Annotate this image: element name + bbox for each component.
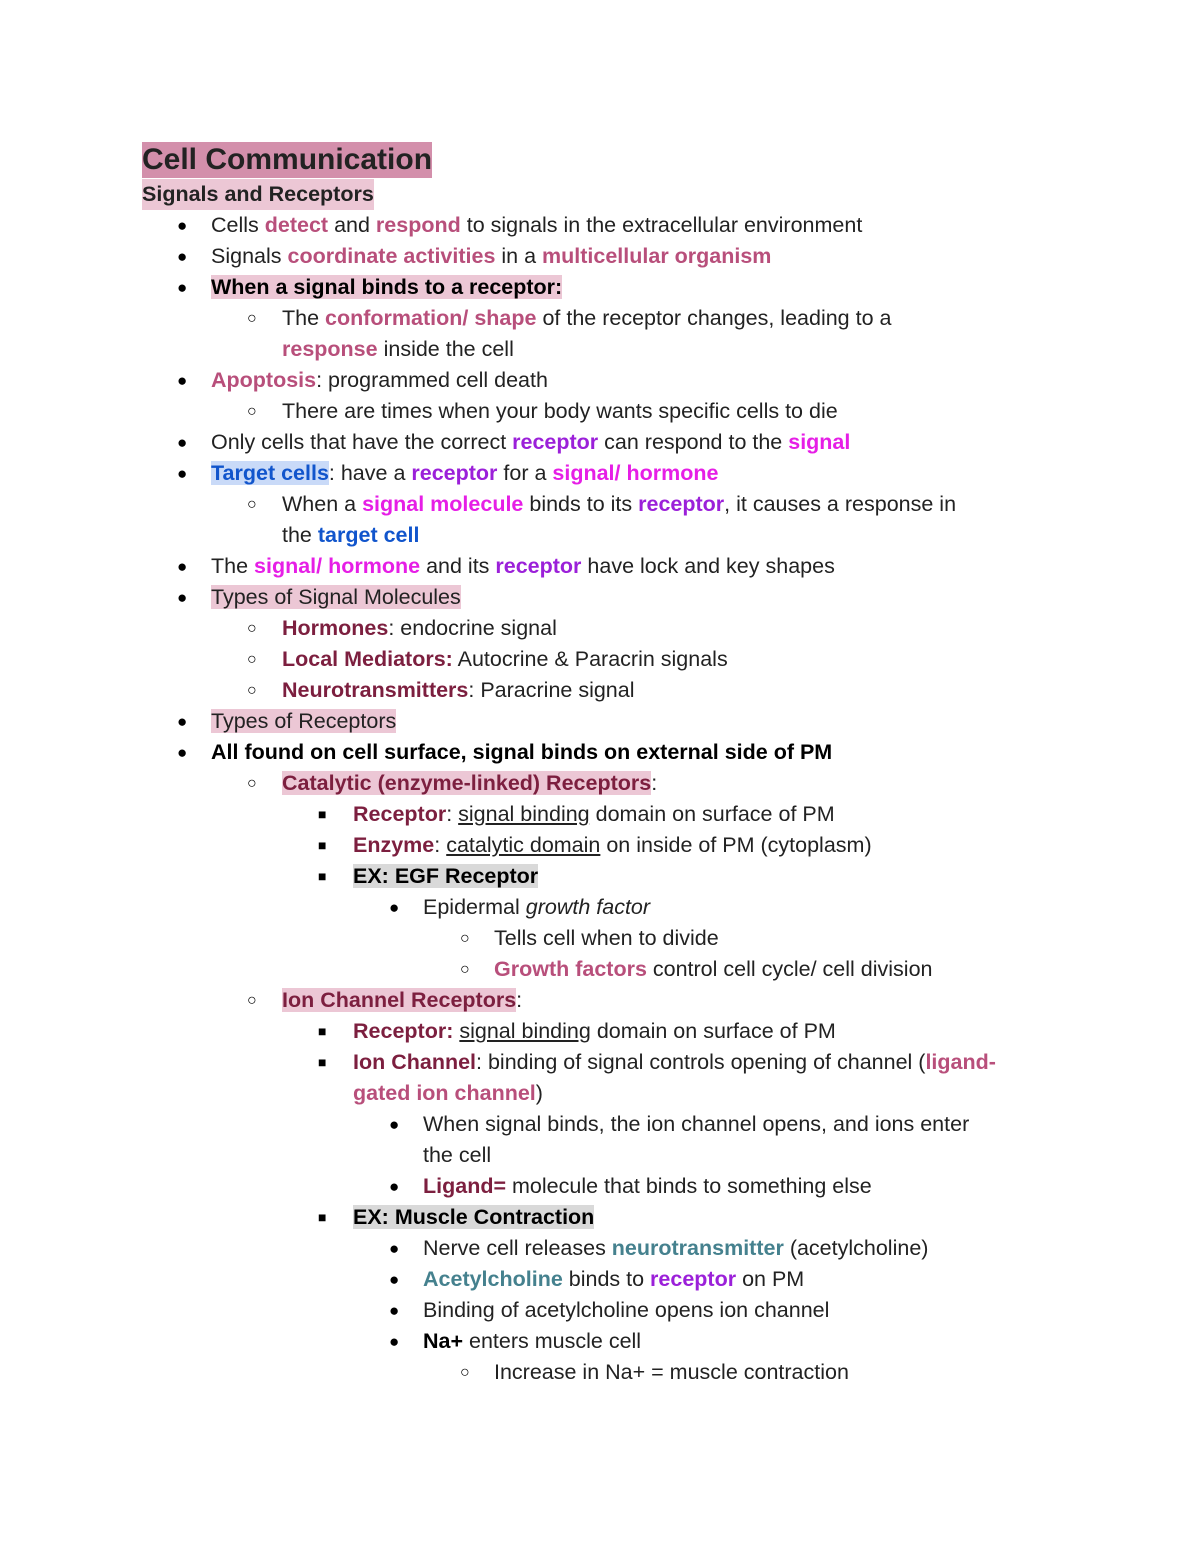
bullet-disc-icon: ● bbox=[177, 464, 188, 483]
bullet-disc-icon: ● bbox=[389, 1115, 400, 1134]
plain-text: Epidermal bbox=[423, 895, 526, 919]
list-item bbox=[0, 210, 1200, 241]
list-item bbox=[0, 427, 1200, 458]
plain-text: There are times when your body wants specific cells to die bbox=[282, 399, 838, 423]
bullet-disc-icon: ● bbox=[389, 898, 400, 917]
list-item-text bbox=[282, 985, 522, 1016]
list-item-text bbox=[423, 1326, 641, 1357]
plain-text: : binding of signal controls opening of channel ( bbox=[476, 1050, 926, 1074]
plain-text: binds to bbox=[562, 1267, 651, 1291]
emphasis-text: receptor bbox=[650, 1267, 737, 1291]
emphasis-text: Ion Channel bbox=[353, 1050, 477, 1074]
bullet-square-icon: ■ bbox=[318, 868, 327, 884]
list-item-text bbox=[423, 1171, 872, 1202]
list-item bbox=[0, 861, 1200, 892]
list-item-text bbox=[211, 210, 862, 241]
bullet-square-icon: ■ bbox=[318, 1209, 327, 1225]
bullet-square-icon: ■ bbox=[318, 806, 327, 822]
emphasis-text: signal/ hormone bbox=[552, 461, 719, 485]
list-item bbox=[0, 954, 1200, 985]
list-item-text bbox=[423, 1140, 491, 1171]
plain-text: : have a bbox=[328, 461, 412, 485]
list-item-text bbox=[494, 1357, 849, 1388]
emphasis-text: EX: EGF Receptor bbox=[353, 864, 539, 888]
plain-text: Only cells that have the correct bbox=[211, 430, 513, 454]
bullet-circle-icon: ○ bbox=[247, 310, 257, 327]
plain-text: : Paracrine signal bbox=[468, 678, 635, 702]
emphasis-text: Local Mediators: bbox=[282, 647, 453, 671]
list-item-text bbox=[494, 923, 719, 954]
bullet-disc-icon: ● bbox=[177, 216, 188, 235]
emphasis-text: signal binding bbox=[459, 1019, 591, 1043]
list-item-text bbox=[282, 303, 891, 334]
list-item bbox=[0, 272, 1200, 303]
plain-text: : bbox=[434, 833, 447, 857]
bullet-disc-icon: ● bbox=[389, 1177, 400, 1196]
emphasis-text: catalytic domain bbox=[446, 833, 601, 857]
emphasis-text: detect bbox=[264, 213, 329, 237]
list-item bbox=[0, 1078, 1200, 1109]
plain-text: domain on surface of PM bbox=[589, 802, 835, 826]
list-item bbox=[0, 830, 1200, 861]
bullet-square-icon: ■ bbox=[318, 1023, 327, 1039]
list-item bbox=[0, 644, 1200, 675]
emphasis-text: Receptor bbox=[353, 802, 447, 826]
bullet-disc-icon: ● bbox=[177, 557, 188, 576]
emphasis-text: neurotransmitter bbox=[611, 1236, 784, 1260]
bullet-circle-icon: ○ bbox=[247, 682, 257, 699]
list-item-text bbox=[353, 861, 538, 892]
list-item-text bbox=[282, 520, 419, 551]
bullet-disc-icon: ● bbox=[177, 712, 188, 731]
list-item bbox=[0, 675, 1200, 706]
list-item-text bbox=[211, 582, 461, 613]
emphasis-text: multicellular organism bbox=[542, 244, 772, 268]
emphasis-text: Growth factors bbox=[494, 957, 647, 981]
bullet-disc-icon: ● bbox=[177, 247, 188, 266]
plain-text: : programmed cell death bbox=[316, 368, 548, 392]
plain-text: When signal binds, the ion channel opens, and ions enter bbox=[423, 1112, 970, 1136]
list-item bbox=[0, 303, 1200, 334]
bullet-circle-icon: ○ bbox=[247, 620, 257, 637]
list-item bbox=[0, 1202, 1200, 1233]
list-item bbox=[0, 1264, 1200, 1295]
emphasis-text: Na+ bbox=[423, 1329, 464, 1353]
list-item-text bbox=[282, 396, 838, 427]
emphasis-text: receptor bbox=[411, 461, 498, 485]
bullet-disc-icon: ● bbox=[177, 588, 188, 607]
list-item bbox=[0, 489, 1200, 520]
list-item bbox=[0, 334, 1200, 365]
list-item-text bbox=[282, 675, 635, 706]
bullet-circle-icon: ○ bbox=[460, 1364, 470, 1381]
list-item bbox=[0, 706, 1200, 737]
emphasis-text: EX: Muscle Contraction bbox=[353, 1205, 595, 1229]
emphasis-text: ligand- bbox=[925, 1050, 996, 1074]
list-item bbox=[0, 458, 1200, 489]
emphasis-text: Ligand= bbox=[423, 1174, 507, 1198]
list-item bbox=[0, 768, 1200, 799]
emphasis-text: Apoptosis bbox=[211, 368, 317, 392]
plain-text: , it causes a response in bbox=[724, 492, 957, 516]
plain-text: : bbox=[446, 802, 459, 826]
emphasis-text: receptor bbox=[512, 430, 599, 454]
emphasis-text: When a signal binds to a receptor: bbox=[211, 275, 563, 299]
bullet-circle-icon: ○ bbox=[247, 496, 257, 513]
plain-text: the cell bbox=[423, 1143, 492, 1167]
list-item bbox=[0, 1109, 1200, 1140]
emphasis-text: receptor bbox=[495, 554, 582, 578]
bullet-circle-icon: ○ bbox=[247, 651, 257, 668]
plain-text: The bbox=[211, 554, 255, 578]
list-item-text bbox=[494, 954, 933, 985]
list-item-text bbox=[282, 768, 657, 799]
plain-text: Tells cell when to divide bbox=[494, 926, 719, 950]
list-item-text bbox=[353, 1078, 543, 1109]
bullet-disc-icon: ● bbox=[389, 1332, 400, 1351]
bullet-disc-icon: ● bbox=[177, 278, 188, 297]
emphasis-text: conformation/ shape bbox=[325, 306, 537, 330]
emphasis-text: Hormones bbox=[282, 616, 389, 640]
list-item-text bbox=[282, 334, 514, 365]
list-item-text bbox=[423, 1264, 804, 1295]
subtitle-line bbox=[0, 179, 1200, 210]
emphasis-text: Ion Channel Receptors bbox=[282, 988, 517, 1012]
emphasis-text: coordinate activities bbox=[287, 244, 496, 268]
emphasis-text: respond bbox=[375, 213, 461, 237]
bullet-circle-icon: ○ bbox=[247, 775, 257, 792]
emphasis-text: Enzyme bbox=[353, 833, 435, 857]
plain-text: binds to its bbox=[523, 492, 639, 516]
emphasis-text: target cell bbox=[317, 523, 420, 547]
list-item bbox=[0, 892, 1200, 923]
plain-text: (acetylcholine) bbox=[783, 1236, 929, 1260]
list-item bbox=[0, 985, 1200, 1016]
list-item-text bbox=[423, 1233, 928, 1264]
list-item bbox=[0, 365, 1200, 396]
emphasis-text: growth factor bbox=[525, 895, 651, 919]
list-item-text bbox=[353, 1202, 594, 1233]
list-item-text bbox=[282, 613, 557, 644]
list-item-text bbox=[211, 365, 548, 396]
list-item bbox=[0, 241, 1200, 272]
plain-text: Types of Receptors bbox=[211, 709, 397, 733]
list-item bbox=[0, 1295, 1200, 1326]
plain-text: enters muscle cell bbox=[463, 1329, 642, 1353]
emphasis-text: signal binding bbox=[458, 802, 590, 826]
plain-text: Signals bbox=[211, 244, 288, 268]
list-item bbox=[0, 1357, 1200, 1388]
list-item-text bbox=[211, 551, 835, 582]
list-item bbox=[0, 1233, 1200, 1264]
plain-text: control cell cycle/ cell division bbox=[646, 957, 933, 981]
emphasis-text: signal bbox=[788, 430, 851, 454]
bullet-disc-icon: ● bbox=[177, 743, 188, 762]
list-item-text bbox=[211, 737, 832, 768]
bullet-disc-icon: ● bbox=[177, 371, 188, 390]
plain-text: Nerve cell releases bbox=[423, 1236, 612, 1260]
plain-text: Cells bbox=[211, 213, 265, 237]
list-item bbox=[0, 1140, 1200, 1171]
bullet-circle-icon: ○ bbox=[460, 930, 470, 947]
plain-text: can respond to the bbox=[598, 430, 789, 454]
list-item bbox=[0, 1326, 1200, 1357]
plain-text: : bbox=[516, 988, 523, 1012]
list-item-text bbox=[282, 489, 956, 520]
plain-text: to signals in the extracellular environment bbox=[460, 213, 863, 237]
list-item bbox=[0, 799, 1200, 830]
list-item bbox=[0, 613, 1200, 644]
bullet-square-icon: ■ bbox=[318, 1054, 327, 1070]
list-item-text bbox=[282, 644, 728, 675]
emphasis-text: Acetylcholine bbox=[423, 1267, 563, 1291]
bullet-circle-icon: ○ bbox=[247, 992, 257, 1009]
plain-text: : bbox=[651, 771, 658, 795]
plain-text: Increase in Na+ = muscle contraction bbox=[494, 1360, 849, 1384]
plain-text: Types of Signal Molecules bbox=[211, 585, 461, 609]
section-heading: Signals and Receptors bbox=[142, 179, 374, 210]
plain-text: domain on surface of PM bbox=[590, 1019, 836, 1043]
emphasis-text: Catalytic (enzyme-linked) Receptors bbox=[282, 771, 652, 795]
plain-text: and its bbox=[420, 554, 496, 578]
list-item bbox=[0, 582, 1200, 613]
emphasis-text: response bbox=[282, 337, 378, 361]
list-item bbox=[0, 1047, 1200, 1078]
list-item bbox=[0, 520, 1200, 551]
emphasis-text: Receptor: bbox=[353, 1019, 454, 1043]
plain-text: have lock and key shapes bbox=[581, 554, 835, 578]
list-item-text bbox=[211, 241, 771, 272]
emphasis-text: gated ion channel bbox=[353, 1081, 536, 1105]
list-item-text bbox=[211, 706, 396, 737]
plain-text: on inside of PM (cytoplasm) bbox=[600, 833, 872, 857]
list-item-text bbox=[423, 1295, 829, 1326]
list-item-text bbox=[353, 830, 872, 861]
emphasis-text: signal/ hormone bbox=[254, 554, 421, 578]
page-title: Cell Communication bbox=[142, 143, 433, 176]
list-item-text bbox=[211, 427, 850, 458]
plain-text: Autocrine & Paracrin signals bbox=[452, 647, 728, 671]
list-item-text bbox=[211, 272, 562, 303]
plain-text: the bbox=[282, 523, 318, 547]
plain-text: of the receptor changes, leading to a bbox=[536, 306, 892, 330]
plain-text: The bbox=[282, 306, 326, 330]
bullet-circle-icon: ○ bbox=[247, 403, 257, 420]
emphasis-text: All found on cell surface, signal binds on external side of PM bbox=[211, 740, 833, 764]
bullet-disc-icon: ● bbox=[389, 1301, 400, 1320]
list-item-text bbox=[353, 1016, 836, 1047]
list-item bbox=[0, 737, 1200, 768]
list-item bbox=[0, 551, 1200, 582]
plain-text: Binding of acetylcholine opens ion channel bbox=[423, 1298, 830, 1322]
list-item-text bbox=[353, 799, 835, 830]
bullet-disc-icon: ● bbox=[389, 1270, 400, 1289]
emphasis-text: Target cells bbox=[211, 461, 329, 485]
bullet-disc-icon: ● bbox=[177, 433, 188, 452]
plain-text: on PM bbox=[736, 1267, 805, 1291]
list-item bbox=[0, 1016, 1200, 1047]
plain-text: inside the cell bbox=[377, 337, 514, 361]
list-item bbox=[0, 396, 1200, 427]
plain-text: and bbox=[328, 213, 376, 237]
bullet-circle-icon: ○ bbox=[460, 961, 470, 978]
list-item-text bbox=[423, 1109, 969, 1140]
bullet-disc-icon: ● bbox=[389, 1239, 400, 1258]
emphasis-text: Neurotransmitters bbox=[282, 678, 469, 702]
plain-text: in a bbox=[495, 244, 543, 268]
list-item-text bbox=[423, 892, 650, 923]
plain-text: : endocrine signal bbox=[388, 616, 557, 640]
bullet-square-icon: ■ bbox=[318, 837, 327, 853]
list-item-text bbox=[353, 1047, 996, 1078]
list-item bbox=[0, 1171, 1200, 1202]
plain-text: molecule that binds to something else bbox=[506, 1174, 872, 1198]
plain-text: for a bbox=[497, 461, 553, 485]
list-item-text bbox=[211, 458, 718, 489]
title-line bbox=[0, 142, 1200, 182]
plain-text: ) bbox=[535, 1081, 543, 1105]
plain-text: When a bbox=[282, 492, 363, 516]
list-item bbox=[0, 923, 1200, 954]
emphasis-text: receptor bbox=[638, 492, 725, 516]
emphasis-text: signal molecule bbox=[362, 492, 524, 516]
